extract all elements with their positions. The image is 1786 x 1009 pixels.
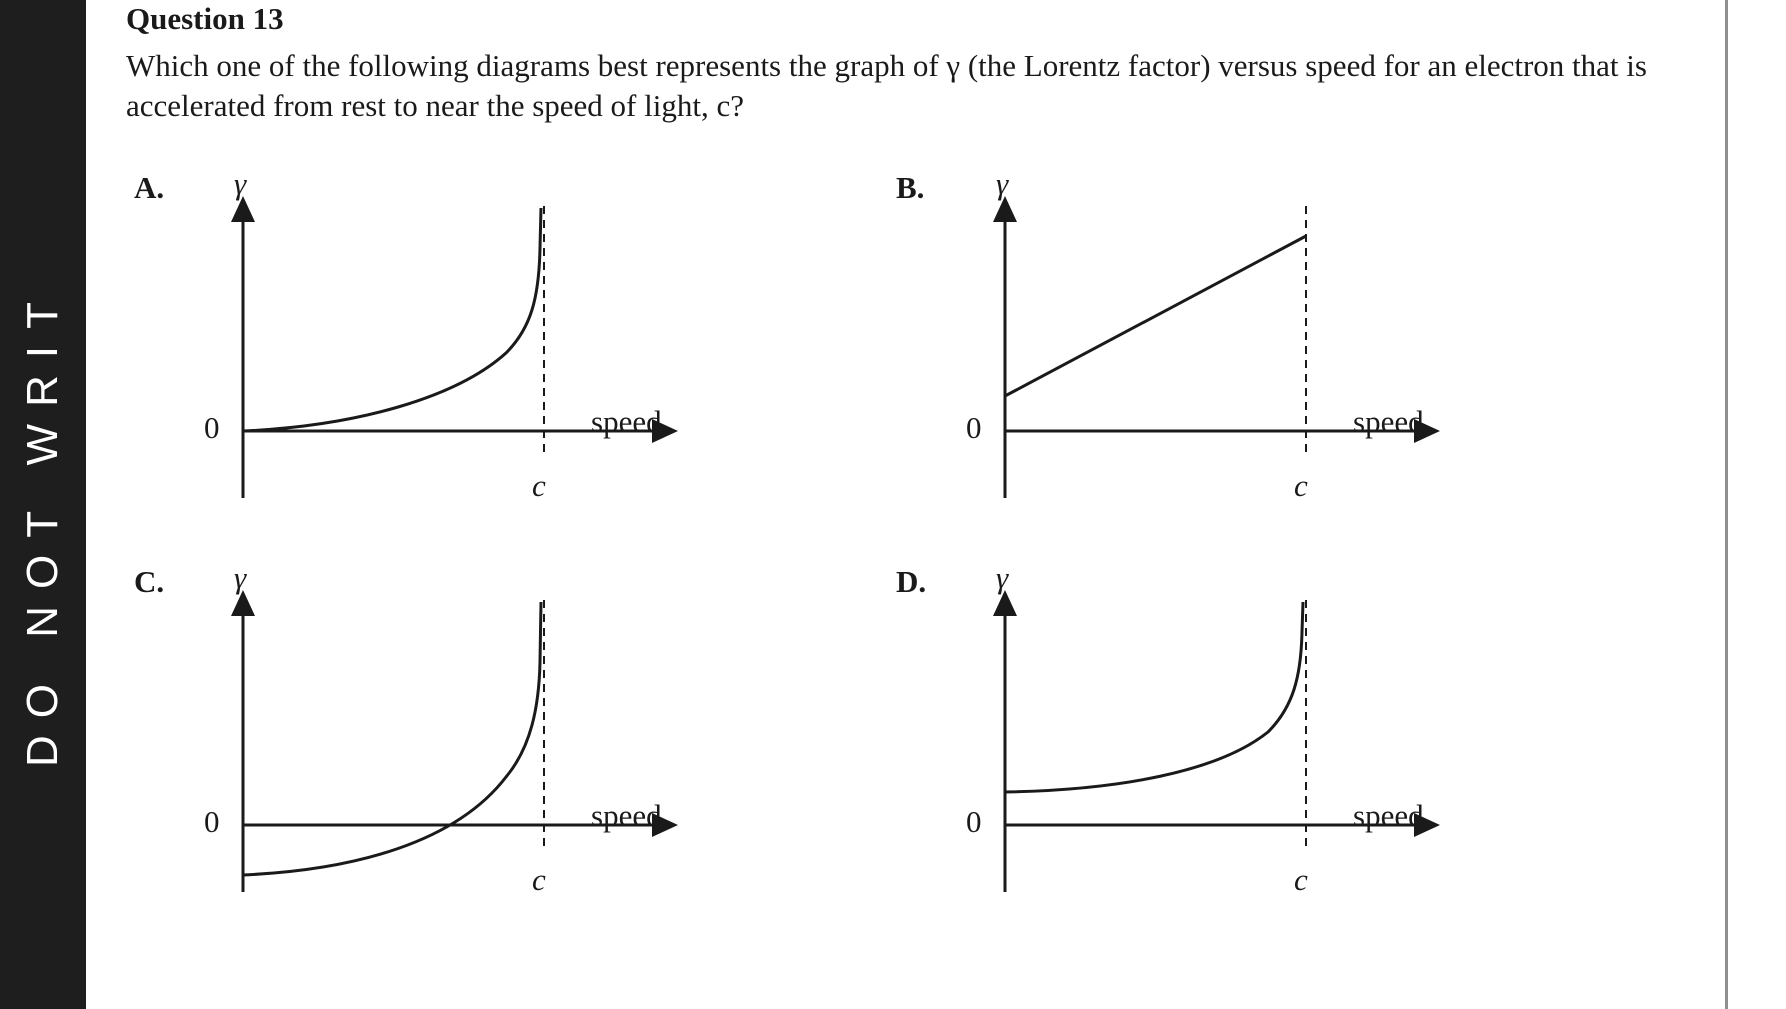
y-axis-label: γ: [234, 560, 247, 595]
option-d-diagram: [888, 562, 1508, 932]
option-label: B.: [896, 170, 925, 205]
option-label: C.: [134, 564, 165, 599]
y-axis-label: γ: [996, 166, 1009, 201]
asymptote-label: c: [1294, 862, 1308, 897]
do-not-write-text: DO NOT WRIT: [18, 285, 67, 767]
graph-svg: [126, 562, 746, 932]
graph-svg: [888, 562, 1508, 932]
graph-svg: [126, 168, 746, 538]
y-axis-label: γ: [234, 166, 247, 201]
option-b-diagram: [888, 168, 1508, 538]
option-c-diagram: [126, 562, 746, 932]
right-margin-rule: [1725, 0, 1728, 1009]
origin-label: 0: [204, 804, 220, 839]
asymptote-label: c: [532, 862, 546, 897]
gamma-curve: [243, 208, 541, 431]
option-a-diagram: [126, 168, 746, 538]
asymptote-label: c: [532, 468, 546, 503]
x-axis-label: speed: [1353, 798, 1424, 833]
gamma-curve: [1005, 236, 1306, 396]
origin-label: 0: [204, 410, 220, 445]
gamma-curve: [1005, 602, 1303, 792]
asymptote-label: c: [1294, 468, 1308, 503]
do-not-write-strip: [0, 0, 86, 1009]
origin-label: 0: [966, 804, 982, 839]
origin-label: 0: [966, 410, 982, 445]
question-text: Which one of the following diagrams best represents the graph of γ (the Lorentz factor) versus speed for an electron that is accelerated from rest to near the speed of light, c?: [126, 48, 1647, 123]
graph-svg: [888, 168, 1508, 538]
option-label: A.: [134, 170, 165, 205]
y-axis-label: γ: [996, 560, 1009, 595]
x-axis-label: speed: [591, 404, 662, 439]
x-axis-label: speed: [591, 798, 662, 833]
question-title: Question 13: [126, 1, 284, 36]
gamma-curve: [243, 602, 541, 875]
x-axis-label: speed: [1353, 404, 1424, 439]
option-label: D.: [896, 564, 927, 599]
